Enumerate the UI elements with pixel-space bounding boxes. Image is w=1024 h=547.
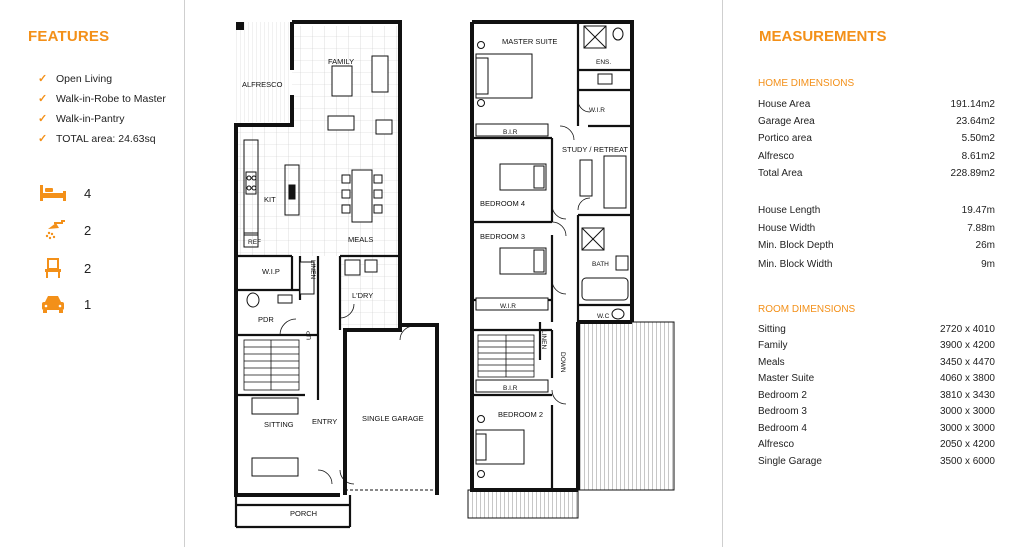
balcony-front — [468, 490, 578, 518]
bedroom-3-label: BEDROOM 3 — [480, 232, 526, 241]
alfresco-label: ALFRESCO — [242, 80, 283, 89]
dimension-row: House Length 19.47m — [758, 205, 995, 216]
floor-plans — [185, 0, 722, 547]
study-furniture — [580, 156, 626, 208]
dimension-row: House Width 7.88m — [758, 223, 995, 234]
features-title: FEATURES — [28, 28, 110, 45]
entry-label: ENTRY — [312, 417, 338, 426]
study-label: STUDY / RETREAT — [562, 145, 628, 154]
ens-label: ENS. — [596, 59, 612, 66]
feature-item: ✓ TOTAL area: 24.63sq — [38, 133, 156, 145]
dimension-row: Min. Block Width 9m — [758, 259, 995, 270]
chair-icon — [38, 255, 74, 281]
feature-list — [38, 72, 166, 152]
home-row: Total Area 228.89m2 — [758, 168, 995, 179]
up-label: UP — [306, 330, 313, 340]
room-row: Meals 3450 x 4470 — [758, 357, 995, 368]
bedroom-count: 4 — [84, 185, 92, 201]
family-label: FAMILY — [328, 57, 355, 66]
bir-bed2-label: B.I.R — [503, 385, 518, 392]
room-row: Bedroom 4 3000 x 3000 — [758, 423, 995, 434]
home-row: Garage Area 23.64m2 — [758, 116, 995, 127]
room-row: Bedroom 3 3000 x 3000 — [758, 406, 995, 417]
check-icon: ✓ — [38, 133, 48, 145]
first-stairs — [478, 335, 534, 377]
home-row: Portico area 5.50m2 — [758, 133, 995, 144]
feature-item: ✓ Walk-in-Robe to Master — [38, 93, 166, 105]
sitting-furniture — [252, 398, 298, 476]
check-icon: ✓ — [38, 93, 48, 105]
alfresco-area — [236, 22, 292, 122]
ref-label: REF — [248, 239, 261, 246]
pdr-label: PDR — [258, 315, 274, 324]
bir-top-label: B.I.R — [503, 129, 518, 136]
room-dimensions-title: ROOM DIMENSIONS — [758, 304, 856, 315]
bed-icon — [38, 180, 74, 206]
spec-bathrooms — [38, 217, 91, 243]
ldry-label: L'DRY — [352, 291, 374, 300]
home-row: House Area 191.14m2 — [758, 99, 995, 110]
room-row: Alfresco 2050 x 4200 — [758, 439, 995, 450]
car-icon — [38, 291, 74, 317]
measurements-title: MEASUREMENTS — [759, 28, 887, 45]
spec-bedrooms — [38, 180, 91, 206]
balcony-side — [578, 322, 674, 490]
wip-label: W.I.P — [262, 267, 280, 276]
home-row: Alfresco 8.61m2 — [758, 151, 995, 162]
feature-item: ✓ Open Living — [38, 73, 113, 85]
wir-master-label: W.I.R — [589, 107, 605, 114]
kit-label: KIT — [264, 195, 276, 204]
living-count: 2 — [84, 260, 92, 276]
features-panel — [0, 0, 184, 547]
dimension-row: Min. Block Depth 26m — [758, 240, 995, 251]
bedroom-4-label: BEDROOM 4 — [480, 199, 526, 208]
room-row: Master Suite 4060 x 3800 — [758, 373, 995, 384]
bath-label: BATH — [592, 261, 609, 268]
room-row: Family 3900 x 4200 — [758, 340, 995, 351]
linen-label-ground: LINEN — [309, 260, 316, 280]
check-icon: ✓ — [38, 73, 48, 85]
room-row: Bedroom 2 3810 x 3430 — [758, 390, 995, 401]
linen-label-first: LINEN — [540, 330, 547, 350]
ground-floor-plan — [236, 22, 437, 527]
measurements-panel — [723, 0, 1024, 547]
first-floor-plan — [468, 22, 674, 518]
bathroom-count: 2 — [84, 222, 92, 238]
wc-label: W.C — [597, 313, 610, 320]
sitting-label: SITTING — [264, 420, 294, 429]
wir-bed3-label: W.I.R — [500, 303, 516, 310]
spec-garage — [38, 291, 91, 317]
room-row: Single Garage 3500 x 6000 — [758, 456, 995, 467]
ground-stairs — [244, 340, 299, 390]
room-row: Sitting 2720 x 4010 — [758, 324, 995, 335]
garage-label: SINGLE GARAGE — [362, 414, 424, 423]
shower-icon — [38, 217, 74, 243]
garage-count: 1 — [84, 296, 92, 312]
home-dimensions-title: HOME DIMENSIONS — [758, 78, 855, 89]
bedroom-2-label: BEDROOM 2 — [498, 410, 544, 419]
spec-living — [38, 255, 91, 281]
down-label: DOWN — [559, 352, 566, 373]
porch-label: PORCH — [290, 509, 318, 518]
check-icon: ✓ — [38, 113, 48, 125]
master-suite-label: MASTER SUITE — [502, 37, 558, 46]
meals-label: MEALS — [348, 235, 374, 244]
feature-item: ✓ Walk-in-Pantry — [38, 113, 125, 125]
